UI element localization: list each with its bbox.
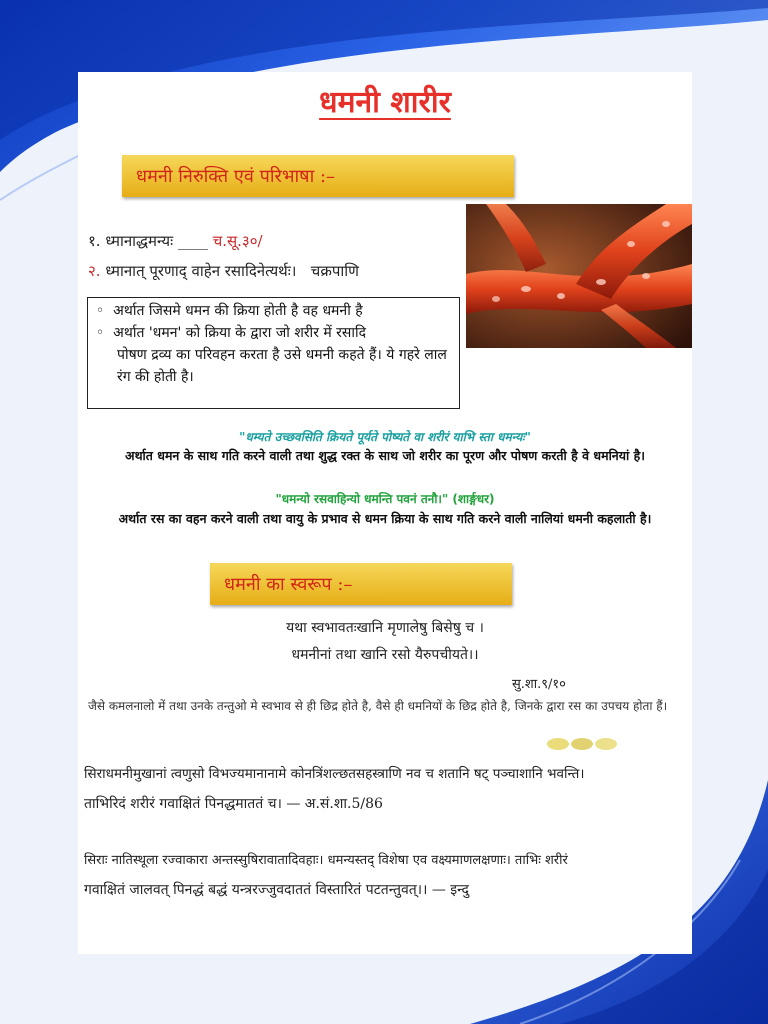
definition-box bbox=[87, 297, 460, 409]
page-title: धमनी शारीर bbox=[319, 85, 451, 120]
shloka-2-line-2: गवाक्षितं जालवत् पिनद्धं बद्धं यन्त्ररज्जुवदाततं विस्तारितं पटतन्तुवत्।। — इन्दु bbox=[84, 882, 469, 898]
definition-text: ध्मानात् पूरणाद् वाहेन रसादिनेत्यर्थः। bbox=[105, 262, 297, 280]
bullet-text: अर्थात 'धमन' को क्रिया के द्वारा जो शरीर में रसादि bbox=[113, 325, 367, 341]
commentator-name: चक्रपाणि bbox=[310, 262, 359, 280]
reference-citation: च.सू.३०/ bbox=[212, 232, 263, 250]
bullet-continuation: पोषण द्रव्य का परिवहन करता है उसे धमनी कहते हैं। ये गहरे लाल रंग की होती है। bbox=[117, 347, 447, 385]
sanskrit-quote-1: "धम्यते उच्छवसिति क्रियते पूर्यते पोष्यते वा शरीरं याभि स्ता धमन्यः" bbox=[239, 430, 531, 444]
definition-line-2 bbox=[88, 261, 359, 281]
blank-line: ____ bbox=[177, 232, 208, 250]
definition-line-1 bbox=[88, 231, 263, 251]
hindi-paragraph: जैसे कमलनालो में तथा उनके तन्तुओ मे स्वभाव से ही छिद्र होते है, वैसे ही धमनियों के छिद्र होते है, जिनके द्वारा रस का उपचय होता हैं। bbox=[88, 699, 668, 713]
bullet-icon: ◦ bbox=[96, 325, 105, 341]
verse-line-2: धमनीनां तथा खानि रसो यैरुपचीयते।। bbox=[291, 647, 479, 663]
verse-line-1: यथा स्वभावतःखानि मृणालेषु बिसेषु च । bbox=[286, 620, 484, 636]
artery-illustration bbox=[466, 204, 692, 348]
document-page bbox=[78, 72, 692, 954]
verse-reference: सु.शा.९/१० bbox=[512, 677, 566, 692]
section-heading-text: धमनी निरुक्ति एवं परिभाषा :– bbox=[136, 166, 336, 187]
section-heading-banner bbox=[122, 155, 514, 197]
hindi-explanation-1: अर्थात धमन के साथ गति करने वाली तथा शुद्ध रक्त के साथ जो शरीर का पूरण और पोषण करती है वे धमनियां है। bbox=[125, 448, 645, 463]
shloka-1-line-1: सिराधमनीमुखानां त्वणुसो विभज्यमानानामे कोनत्रिंशल्छतसहस्त्राणि नव च शतानि षट् पञ्चाशानि भवन्ति। bbox=[84, 766, 585, 782]
bullet-icon: ◦ bbox=[96, 303, 105, 319]
hindi-explanation-2: अर्थात रस का वहन करने वाली तथा वायु के प्रभाव से धमन क्रिया के साथ गति करने वाली नालियां धमनी कहलाती है। bbox=[118, 511, 652, 526]
definition-text: १. ध्मानाद्धमन्यः bbox=[88, 232, 174, 250]
line-number: २. bbox=[88, 262, 101, 280]
decorative-flowers bbox=[546, 734, 630, 750]
section-heading-text: धमनी का स्वरूप :– bbox=[224, 574, 353, 595]
blood-vessel-image bbox=[466, 204, 692, 348]
section-heading-banner bbox=[210, 563, 512, 605]
bullet-item bbox=[96, 300, 363, 322]
sanskrit-quote-2: "धमन्यो रसवाहिन्यो धमन्ति पवनं तनौ।" (शार्ङ्गधर) bbox=[275, 492, 495, 506]
bullet-text: अर्थात जिसमे धमन की क्रिया होती है वह धमनी है bbox=[113, 303, 363, 319]
shloka-2-line-1: सिराः नातिस्थूला रज्वाकारा अन्तस्सुषिरावातादिवहाः। धमन्यस्तद् विशेषा एव वक्ष्यमाणलक्षणाः। ताभिः शरीरं bbox=[84, 853, 568, 868]
shloka-1-line-2: ताभिरिदं शरीरं गवाक्षितं पिनद्धमाततं च। — अ.सं.शा.5/86 bbox=[84, 796, 383, 812]
bullet-item bbox=[96, 322, 366, 344]
